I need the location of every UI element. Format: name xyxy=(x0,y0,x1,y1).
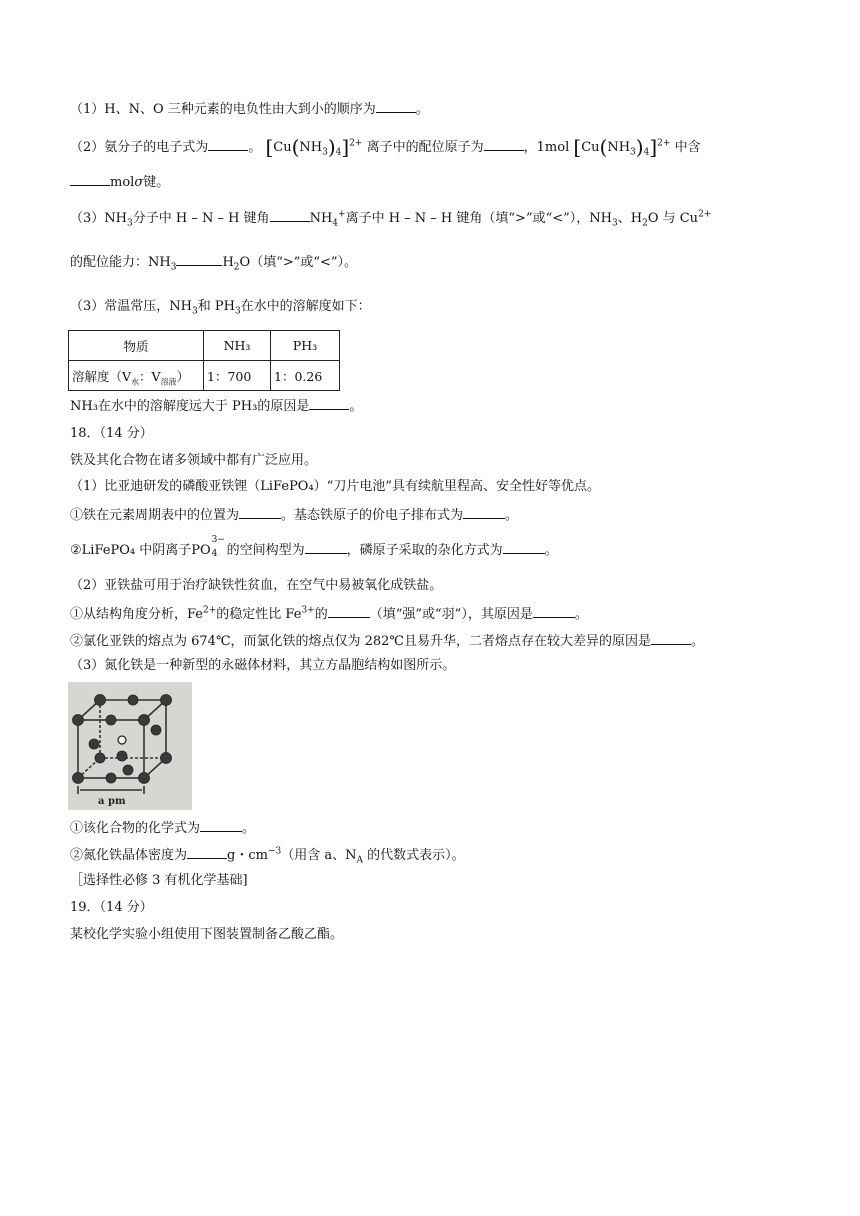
answer-blank[interactable] xyxy=(305,540,347,554)
table-header-cell: NH₃ xyxy=(204,331,271,361)
complex-ion-formula: $[Cu(NH_3)_4]^{2+}$ xyxy=(265,135,363,159)
melting-point-question: ②氯化亚铁的熔点为 674℃，而氯化铁的熔点仅为 282℃且易升华，二者熔点存在较大差异的原因是 。 xyxy=(70,631,704,651)
answer-blank[interactable] xyxy=(70,172,110,186)
table-cell: 1：700 xyxy=(204,361,271,391)
figure-label: a pm xyxy=(98,796,126,807)
answer-blank[interactable] xyxy=(309,396,349,410)
q-part1-text: （1）H、N、O 三种元素的电负性由大到小的顺序为 xyxy=(70,102,376,117)
density-question: ②氮化铁晶体密度为 g・$cm^{-3}$（用含 a、$N_A$ 的代数式表示）。 xyxy=(70,846,465,866)
reason-question: NH₃在水中的溶解度远大于 PH₃的原因是 。 xyxy=(70,396,362,416)
answer-blank[interactable] xyxy=(533,604,575,618)
answer-blank[interactable] xyxy=(270,208,310,222)
q-part2: （2）氨分子的电子式为 。 $[Cu(NH_3)_4]^{2+}$ 离子中的配位原子为 ，1mol $[Cu(NH_3)_4]^{2+}$ 中含 xyxy=(70,135,701,159)
answer-blank[interactable] xyxy=(176,252,222,266)
answer-blank[interactable] xyxy=(484,137,524,151)
table-header-row xyxy=(69,331,340,361)
iron-position-question: ①铁在元素周期表中的位置为 。基态铁原子的价电子排布式为 。 xyxy=(70,505,518,525)
answer-blank[interactable] xyxy=(208,137,248,151)
table-row xyxy=(69,361,340,391)
unit-cell-diagram xyxy=(68,682,192,810)
q-part3-cont: 的配位能力：$NH_3$ $H_2O$（填“>”或“<”）。 xyxy=(70,252,357,272)
solubility-table xyxy=(68,330,340,391)
question-19-intro: 某校化学实验小组使用下图装置制备乙酸乙酯。 xyxy=(70,927,344,942)
question-19-heading: 19．（14 分） xyxy=(70,900,153,915)
q-part1: （1）H、N、O 三种元素的电负性由大到小的顺序为 。 xyxy=(70,99,429,119)
byd-battery-text: （1）比亚迪研发的磷酸亚铁锂（LiFePO₄）“刀片电池”具有续航里程高、安全性好等优点。 xyxy=(70,479,600,494)
table-cell: 1：0.26 xyxy=(271,361,340,391)
stability-question: ①从结构角度分析，$Fe^{2+}$的稳定性比 $Fe^{3+}$的 （填“强”或“羽”），其原因是 。 xyxy=(70,605,588,622)
answer-blank[interactable] xyxy=(651,631,691,645)
table-header-cell: PH₃ xyxy=(271,331,340,361)
answer-blank[interactable] xyxy=(503,540,545,554)
answer-blank[interactable] xyxy=(187,845,227,859)
complex-ion-formula: $[Cu(NH_3)_4]^{2+}$ xyxy=(573,135,671,159)
q-part2-cont: molσ键。 xyxy=(70,172,169,192)
question-18-heading: 18．（14 分） xyxy=(70,426,153,441)
answer-blank[interactable] xyxy=(463,505,505,519)
elective-heading: ［选择性必修 3 有机化学基础] xyxy=(70,873,248,888)
phosphate-question: ②LiFePO₄ 中阴离子PO 3− 4 的空间构型为 ，磷原子采取的杂化方式为 。 xyxy=(70,535,558,559)
q-part3b: （3）常温常压，$NH_3$和 $PH_3$在水中的溶解度如下： xyxy=(70,299,371,317)
table-header-cell: 物质 xyxy=(69,331,204,361)
answer-blank[interactable] xyxy=(239,505,281,519)
ferrous-salt-text: （2）亚铁盐可用于治疗缺铁性贫血，在空气中易被氧化成铁盐。 xyxy=(70,578,443,593)
answer-blank[interactable] xyxy=(200,818,242,832)
answer-blank[interactable] xyxy=(376,99,416,113)
answer-blank[interactable] xyxy=(328,604,370,618)
crystal-cell-figure xyxy=(68,682,192,810)
iron-intro: 铁及其化合物在诸多领域中都有广泛应用。 xyxy=(70,453,318,468)
table-cell: 溶解度（$V_水$：$V_{溶液}$） xyxy=(69,361,204,391)
iron-nitride-text: （3）氮化铁是一种新型的永磁体材料，其立方晶胞结构如图所示。 xyxy=(70,658,456,673)
q-part3: $(3)NH_3$分子中 H – N – H 键角 $NH_4^+$离子中 H – N – H 键角（填“>”或“<”），$NH_3$、$H_2O$ 与 $Cu^{2+}$ xyxy=(70,209,712,229)
formula-question: ①该化合物的化学式为 。 xyxy=(70,818,255,838)
